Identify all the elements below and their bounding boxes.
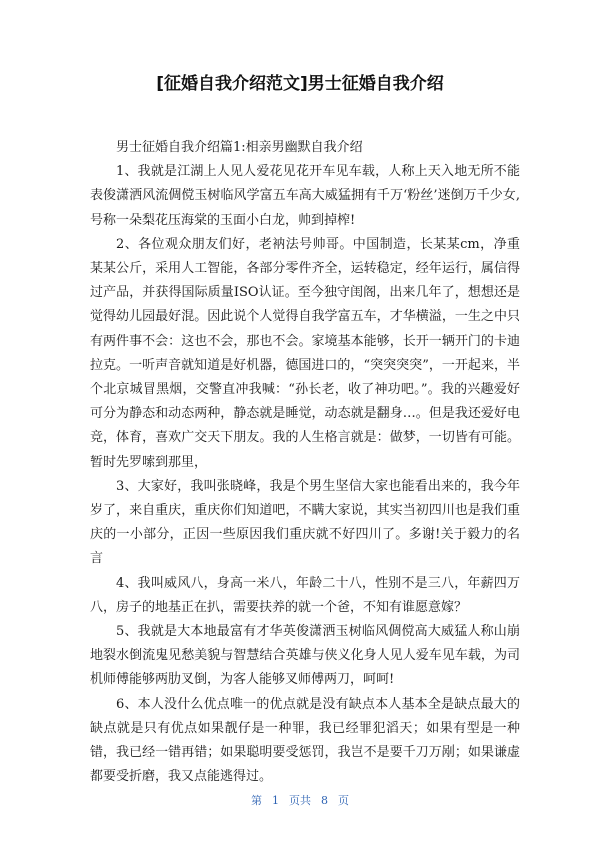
paragraph-3: 3、大家好，我叫张晓峰，我是个男生坚信大家也能看出来的，我今年岁了，来自重庆，重庆你们知道吧，不瞒大家说，其实当初四川也是我们重庆的一小部分，正因一些原因我们重庆就不好四川了。多谢!关于毅力的名言 (90, 478, 520, 567)
total-pages-number: 8 (321, 794, 328, 807)
paragraph-2: 2、各位观众朋友们好，老衲法号帅哥。中国制造，长某某cm，净重某某公斤，采用人工智能，各部分零件齐全，运转稳定，经年运行，属信得过产品，并获得国际质量ISO认证。至今独守闺阁，出来几年了，想想还是觉得幼儿园最好混。因此说个人觉得自我学富五车，才华横溢，一生之中只有两件事不会：这也不会，那也不会。家境基本能够，长开一辆开门的卡迪拉克。一听声音就知道是好机器，德国进口的，“突突突突”，一开起来，半个北京城冒黑烟，交警直冲我喊：“孙长老，收了神功吧。”。我的兴趣爱好可分为静态和动态两种，静态就是睡觉，动态就是翻身…。但是我还爱好电竞，体育，喜欢广交天下朋友。我的人生格言就是：做梦，一切皆有可能。暂时先罗嗦到那里， (90, 236, 520, 470)
page-footer (0, 794, 600, 808)
current-page-number: 1 (272, 794, 279, 807)
section-heading: 男士征婚自我介绍篇1:相亲男幽默自我介绍 (116, 140, 363, 155)
paragraph-6: 6、本人没什么优点唯一的优点就是没有缺点本人基本全是缺点最大的缺点就是只有优点如果靓仔是一种罪，我已经罪犯滔天；如果有型是一种错，我已经一错再错；如果聪明要受惩罚，我岂不是要千刀万剐；如果谦虚都要受折磨，我又点能逃得过。 (90, 696, 520, 785)
footer-suffix: 页 (338, 794, 349, 807)
footer-prefix: 第 (251, 794, 262, 807)
document-body (90, 136, 520, 789)
footer-mid: 页共 (289, 794, 311, 807)
paragraph-1: 1、我就是江湖上人见人爱花见花开车见车载，人称上天入地无所不能表俊潇洒风流倜傥玉树临风学富五车高大威猛拥有千万‘粉丝’迷倒万千少女,号称一朵梨花压海棠的玉面小白龙，帅到掉榨! (90, 164, 520, 228)
document-title: [征婚自我介绍范文]男士征婚自我介绍 (156, 74, 444, 94)
paragraph-4: 4、我叫威风八，身高一米八，年龄二十八，性别不是三八，年薪四万八，房子的地基正在扒，需要扶养的就一个爸，不知有谁愿意嫁？ (90, 575, 520, 615)
paragraph-5: 5、我就是大本地最富有才华英俊潇洒玉树临风倜傥高大威猛人称山崩地裂水倒流鬼见愁美貌与智慧结合英雄与侠义化身人见人爱车见车载，为司机师傅能够两肋叉倒，为客人能够叉师傅两刀，呵呵! (90, 624, 520, 688)
